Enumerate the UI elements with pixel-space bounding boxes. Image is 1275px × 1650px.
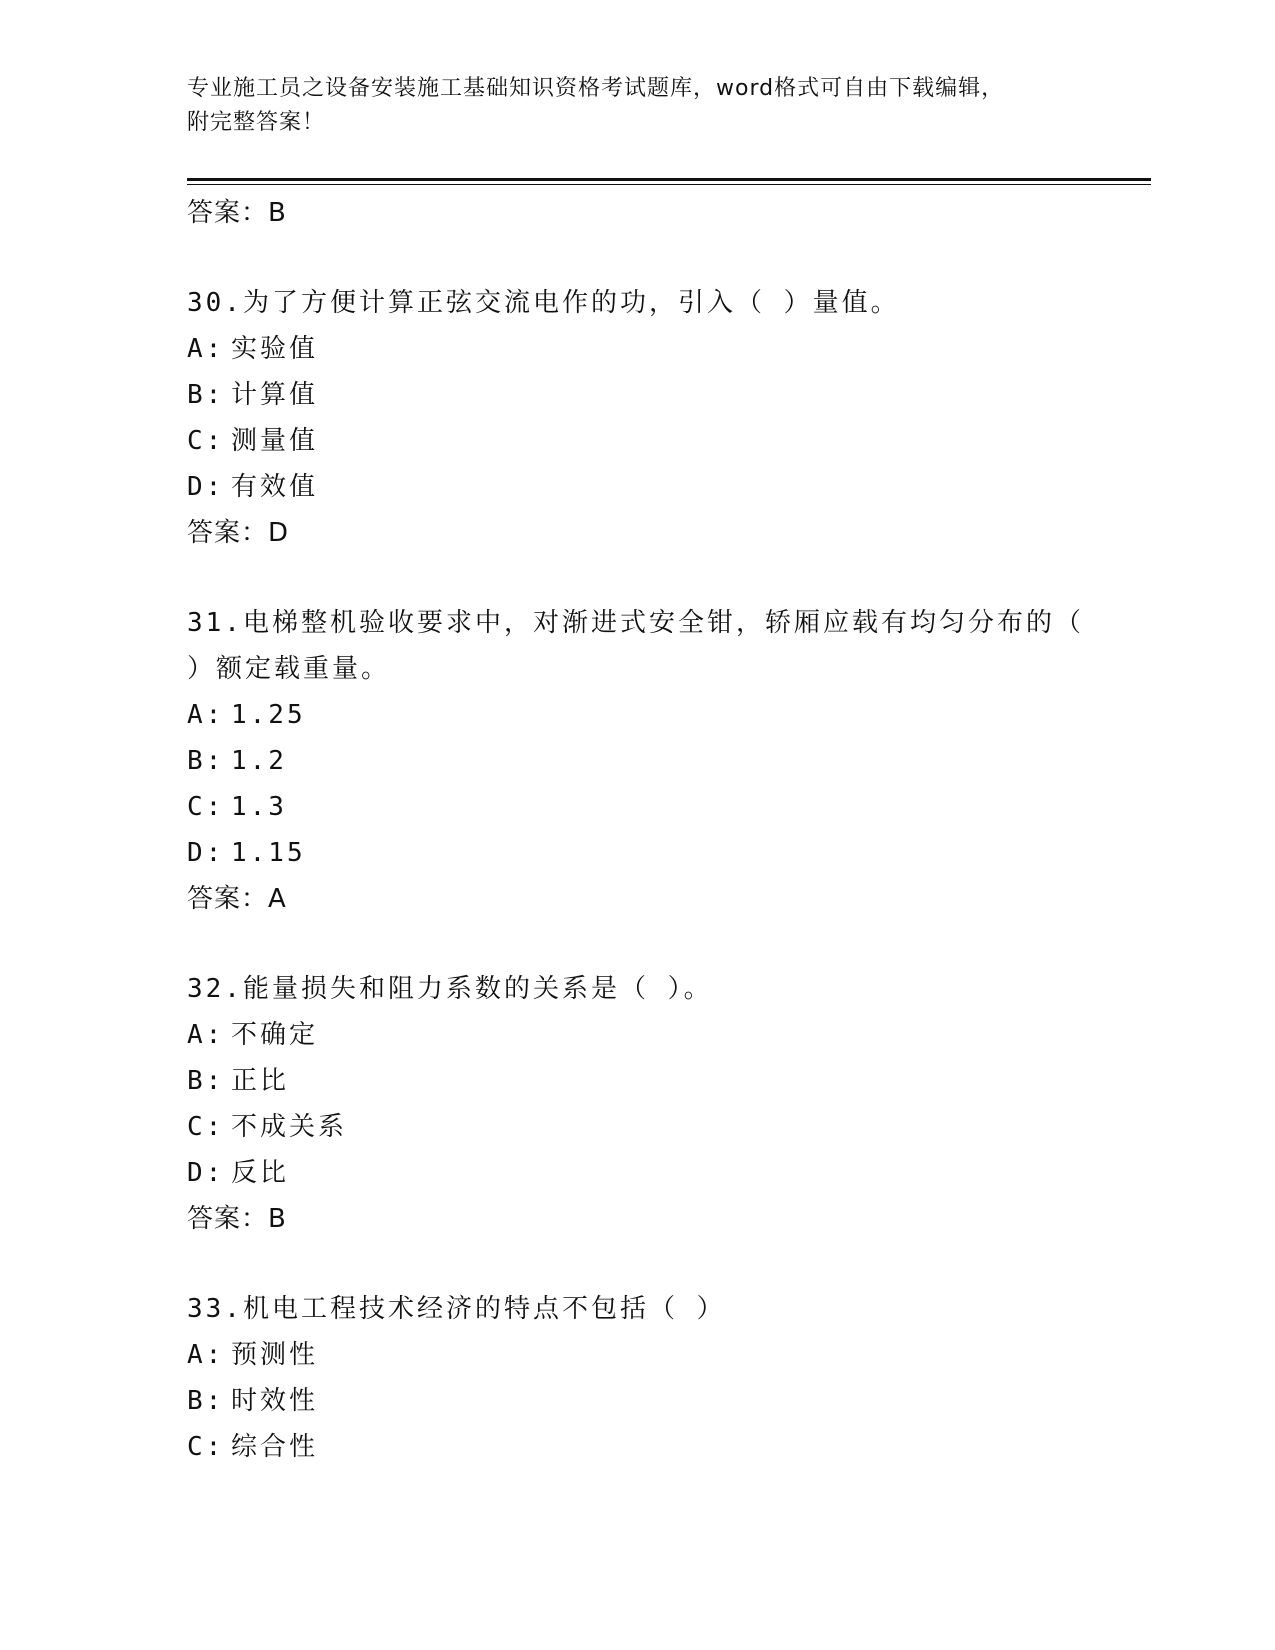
option-d bbox=[187, 830, 1087, 876]
option-letter: A: bbox=[187, 1020, 225, 1050]
option-text: 时效性 bbox=[231, 1386, 319, 1416]
option-text: 预测性 bbox=[231, 1340, 319, 1370]
question-item bbox=[187, 280, 1087, 556]
option-text: 正比 bbox=[231, 1066, 290, 1096]
option-text: 1.2 bbox=[231, 746, 287, 776]
question-item bbox=[187, 966, 1087, 1242]
option-letter: C: bbox=[187, 792, 225, 822]
option-text: 不成关系 bbox=[231, 1112, 348, 1142]
question-text: 33.机电工程技术经济的特点不包括（ ） bbox=[187, 1294, 726, 1324]
question-item bbox=[187, 1286, 1087, 1470]
option-letter: B: bbox=[187, 1386, 225, 1416]
option-text: 综合性 bbox=[231, 1432, 319, 1462]
option-a bbox=[187, 1012, 1087, 1058]
previous-answer: 答案：B bbox=[187, 198, 287, 228]
option-letter: A: bbox=[187, 1340, 225, 1370]
option-letter: D: bbox=[187, 1158, 225, 1188]
option-c bbox=[187, 1424, 1087, 1470]
option-a bbox=[187, 692, 1087, 738]
answer-line: 答案：A bbox=[187, 884, 287, 914]
option-letter: C: bbox=[187, 426, 225, 456]
question-list bbox=[187, 190, 1087, 1470]
document-header bbox=[187, 72, 1087, 140]
option-c bbox=[187, 784, 1087, 830]
option-a bbox=[187, 1332, 1087, 1378]
option-text: 1.15 bbox=[231, 838, 306, 868]
option-letter: B: bbox=[187, 380, 225, 410]
option-b bbox=[187, 372, 1087, 418]
option-letter: B: bbox=[187, 746, 225, 776]
question-item bbox=[187, 600, 1087, 922]
option-letter: D: bbox=[187, 838, 225, 868]
option-text: 有效值 bbox=[231, 472, 319, 502]
option-letter: C: bbox=[187, 1112, 225, 1142]
option-letter: A: bbox=[187, 700, 225, 730]
header-line-1: 专业施工员之设备安装施工基础知识资格考试题库，word格式可自由下载编辑， bbox=[187, 76, 1005, 101]
answer-line: 答案：B bbox=[187, 1204, 287, 1234]
question-text: 31.电梯整机验收要求中，对渐进式安全钳，轿厢应载有均匀分布的（ ）额定载重量。 bbox=[187, 608, 1084, 684]
option-b bbox=[187, 1058, 1087, 1104]
option-text: 1.3 bbox=[231, 792, 287, 822]
option-c bbox=[187, 1104, 1087, 1150]
option-letter: D: bbox=[187, 472, 225, 502]
option-letter: A: bbox=[187, 334, 225, 364]
option-d bbox=[187, 1150, 1087, 1196]
option-c bbox=[187, 418, 1087, 464]
option-text: 计算值 bbox=[231, 380, 319, 410]
option-b bbox=[187, 738, 1087, 784]
answer-line: 答案：D bbox=[187, 518, 290, 548]
header-divider-thick bbox=[187, 178, 1151, 181]
option-letter: C: bbox=[187, 1432, 225, 1462]
option-letter: B: bbox=[187, 1066, 225, 1096]
option-text: 不确定 bbox=[231, 1020, 319, 1050]
question-text: 30.为了方便计算正弦交流电作的功，引入（ ）量值。 bbox=[187, 288, 900, 318]
option-text: 1.25 bbox=[231, 700, 306, 730]
option-text: 实验值 bbox=[231, 334, 319, 364]
header-line-2: 附完整答案！ bbox=[187, 110, 326, 135]
option-d bbox=[187, 464, 1087, 510]
option-text: 测量值 bbox=[231, 426, 319, 456]
option-text: 反比 bbox=[231, 1158, 290, 1188]
option-b bbox=[187, 1378, 1087, 1424]
option-a bbox=[187, 326, 1087, 372]
question-text: 32.能量损失和阻力系数的关系是（ ）。 bbox=[187, 974, 713, 1004]
header-divider-thin bbox=[187, 184, 1151, 185]
